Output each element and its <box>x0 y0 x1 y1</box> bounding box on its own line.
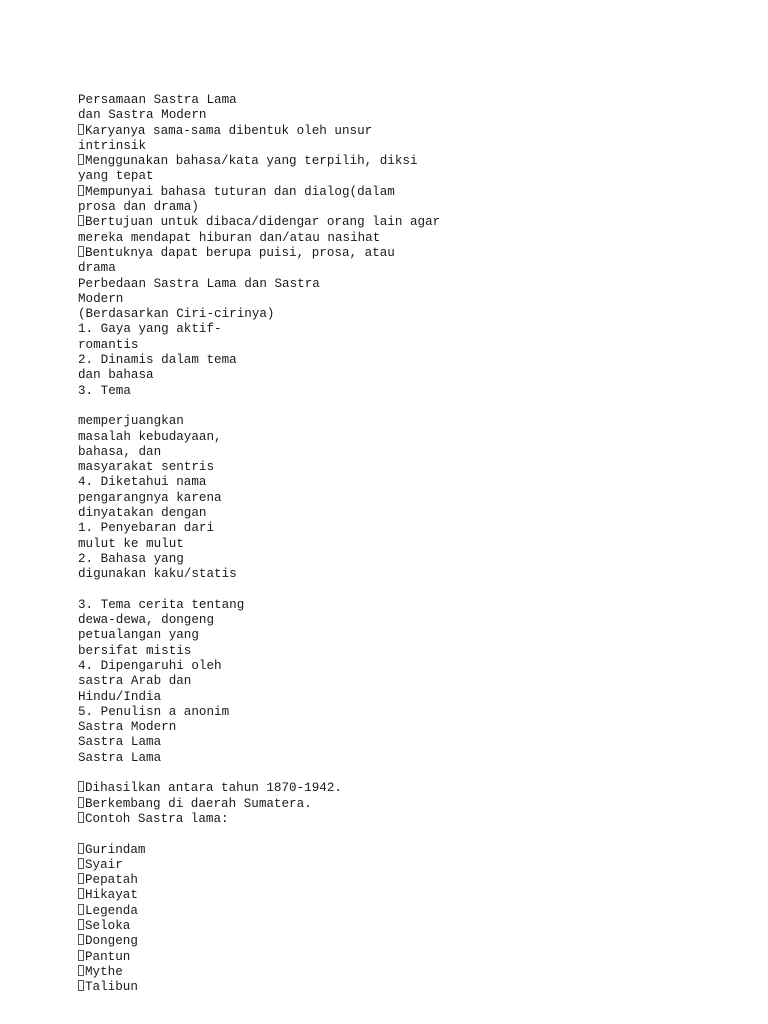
text-line <box>78 797 758 812</box>
text-line <box>78 491 758 506</box>
line-text: prosa dan drama) <box>78 200 199 215</box>
line-text: Menggunakan bahasa/kata yang terpilih, diksi <box>85 154 418 169</box>
line-text: mereka mendapat hiburan dan/atau nasihat <box>78 230 381 245</box>
missing-glyph-bullet-icon <box>78 185 84 196</box>
blank-line <box>78 766 758 781</box>
line-text: Dongeng <box>85 934 138 949</box>
line-text: Hindu/India <box>78 689 162 704</box>
text-line <box>78 674 758 689</box>
line-text: dan Sastra Modern <box>78 108 207 123</box>
text-line <box>78 169 758 184</box>
text-line <box>78 644 758 659</box>
line-text: digunakan kaku/statis <box>78 567 237 582</box>
text-line <box>78 322 758 337</box>
text-line <box>78 277 758 292</box>
line-text: 5. Penulisn a anonim <box>78 704 230 719</box>
missing-glyph-bullet-icon <box>78 919 84 930</box>
line-text: bahasa, dan <box>78 444 162 459</box>
text-line <box>78 261 758 276</box>
line-text: romantis <box>78 337 139 352</box>
blank-line <box>78 583 758 598</box>
line-text: Mythe <box>85 964 123 979</box>
line-text: Modern <box>78 291 124 306</box>
text-line <box>78 888 758 903</box>
text-line <box>78 537 758 552</box>
line-text: Contoh Sastra lama: <box>85 811 229 826</box>
text-line <box>78 384 758 399</box>
line-text: yang tepat <box>78 169 154 184</box>
missing-glyph-bullet-icon <box>78 873 84 884</box>
line-text: petualangan yang <box>78 628 199 643</box>
text-line <box>78 353 758 368</box>
line-text: Pantun <box>85 949 131 964</box>
text-line <box>78 185 758 200</box>
missing-glyph-bullet-icon <box>78 154 84 165</box>
missing-glyph-bullet-icon <box>78 797 84 808</box>
text-line <box>78 659 758 674</box>
text-line <box>78 705 758 720</box>
line-text: Pepatah <box>85 873 138 888</box>
line-text: 2. Bahasa yang <box>78 551 184 566</box>
missing-glyph-bullet-icon <box>78 124 84 135</box>
text-line <box>78 934 758 949</box>
text-line <box>78 812 758 827</box>
line-text: Mempunyai bahasa tuturan dan dialog(dalam <box>85 184 395 199</box>
line-text: Sastra Lama <box>78 735 162 750</box>
text-line <box>78 215 758 230</box>
text-line <box>78 338 758 353</box>
line-text: Sastra Lama <box>78 750 162 765</box>
text-line <box>78 873 758 888</box>
missing-glyph-bullet-icon <box>78 950 84 961</box>
line-text: pengarangnya karena <box>78 490 222 505</box>
text-line <box>78 414 758 429</box>
document-page <box>78 93 758 996</box>
text-line <box>78 506 758 521</box>
line-text: Hikayat <box>85 888 138 903</box>
text-line <box>78 613 758 628</box>
line-text: 3. Tema cerita tentang <box>78 597 245 612</box>
text-line <box>78 598 758 613</box>
text-line <box>78 368 758 383</box>
text-line <box>78 200 758 215</box>
text-line <box>78 965 758 980</box>
text-line <box>78 475 758 490</box>
line-text: Bertujuan untuk dibaca/didengar orang lain agar <box>85 215 441 230</box>
text-line <box>78 124 758 139</box>
text-line <box>78 139 758 154</box>
text-line <box>78 980 758 995</box>
text-line <box>78 919 758 934</box>
text-line <box>78 567 758 582</box>
text-line <box>78 735 758 750</box>
line-text: Perbedaan Sastra Lama dan Sastra <box>78 276 320 291</box>
text-line <box>78 93 758 108</box>
line-text: dinyatakan dengan <box>78 506 207 521</box>
text-line <box>78 246 758 261</box>
text-line <box>78 552 758 567</box>
text-line <box>78 108 758 123</box>
line-text: 2. Dinamis dalam tema <box>78 353 237 368</box>
missing-glyph-bullet-icon <box>78 888 84 899</box>
text-line <box>78 628 758 643</box>
line-text: Dihasilkan antara tahun 1870-1942. <box>85 781 342 796</box>
line-text: masyarakat sentris <box>78 460 215 475</box>
line-text: Karyanya sama-sama dibentuk oleh unsur <box>85 123 373 138</box>
missing-glyph-bullet-icon <box>78 246 84 257</box>
text-line <box>78 904 758 919</box>
line-text: dewa-dewa, dongeng <box>78 613 215 628</box>
line-text: 4. Diketahui nama <box>78 475 207 490</box>
text-line <box>78 690 758 705</box>
line-text: Sastra Modern <box>78 720 177 735</box>
text-line <box>78 751 758 766</box>
text-line <box>78 430 758 445</box>
line-text: dan bahasa <box>78 368 154 383</box>
line-text: 1. Gaya yang aktif- <box>78 322 222 337</box>
line-text: masalah kebudayaan, <box>78 429 222 444</box>
text-line <box>78 231 758 246</box>
missing-glyph-bullet-icon <box>78 858 84 869</box>
text-line <box>78 950 758 965</box>
line-text: intrinsik <box>78 138 147 153</box>
line-text: Talibun <box>85 980 138 995</box>
line-text: memperjuangkan <box>78 414 184 429</box>
missing-glyph-bullet-icon <box>78 812 84 823</box>
line-text: Syair <box>85 857 123 872</box>
line-text: mulut ke mulut <box>78 536 184 551</box>
text-line <box>78 307 758 322</box>
line-text: sastra Arab dan <box>78 674 192 689</box>
missing-glyph-bullet-icon <box>78 980 84 991</box>
text-line <box>78 445 758 460</box>
line-text: drama <box>78 261 116 276</box>
line-text: Berkembang di daerah Sumatera. <box>85 796 312 811</box>
line-text: Bentuknya dapat berupa puisi, prosa, atau <box>85 245 395 260</box>
missing-glyph-bullet-icon <box>78 215 84 226</box>
line-text: Persamaan Sastra Lama <box>78 93 237 107</box>
blank-line <box>78 827 758 842</box>
text-line <box>78 858 758 873</box>
text-line <box>78 460 758 475</box>
line-text: 4. Dipengaruhi oleh <box>78 658 222 673</box>
line-text: Legenda <box>85 903 138 918</box>
text-line <box>78 843 758 858</box>
line-text: 1. Penyebaran dari <box>78 521 215 536</box>
text-line <box>78 781 758 796</box>
line-text: bersifat mistis <box>78 643 192 658</box>
line-text: Gurindam <box>85 842 146 857</box>
text-line <box>78 292 758 307</box>
missing-glyph-bullet-icon <box>78 965 84 976</box>
missing-glyph-bullet-icon <box>78 781 84 792</box>
text-line <box>78 521 758 536</box>
text-line <box>78 154 758 169</box>
missing-glyph-bullet-icon <box>78 843 84 854</box>
missing-glyph-bullet-icon <box>78 904 84 915</box>
blank-line <box>78 399 758 414</box>
line-text: Seloka <box>85 919 131 934</box>
line-text: (Berdasarkan Ciri-cirinya) <box>78 307 275 322</box>
text-line <box>78 720 758 735</box>
line-text: 3. Tema <box>78 383 131 398</box>
missing-glyph-bullet-icon <box>78 934 84 945</box>
